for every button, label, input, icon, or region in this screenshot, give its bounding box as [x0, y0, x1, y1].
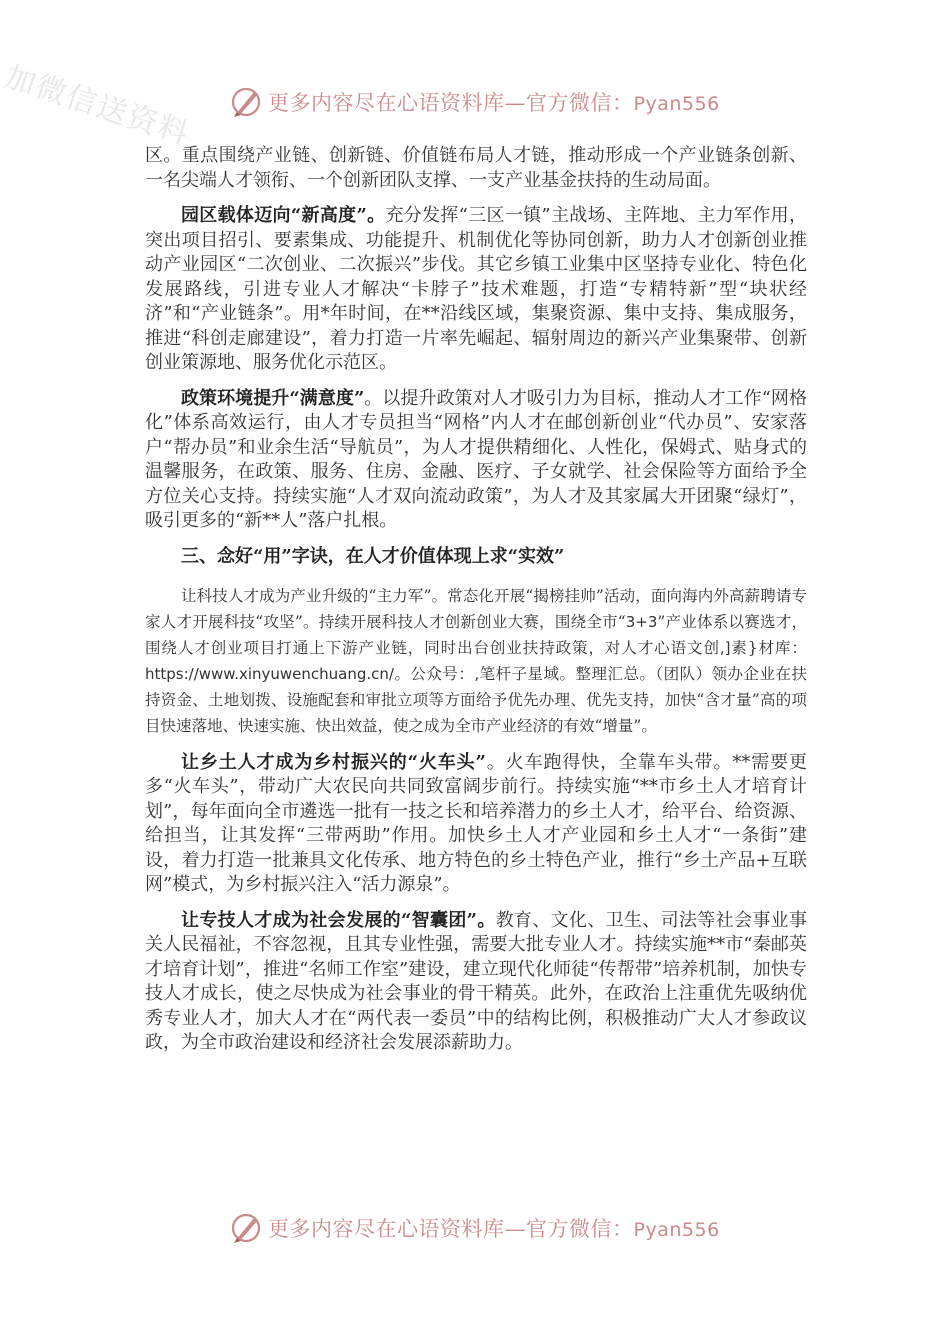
- pen-logo-icon: [228, 1210, 264, 1246]
- paragraph-rural-title: 让乡土人才成为乡村振兴的“火车头”: [181, 751, 486, 773]
- footer-banner: [228, 1210, 720, 1246]
- tech-part-d: ,]: [719, 638, 731, 657]
- paragraph-professional-talent: [145, 909, 807, 1056]
- paragraph-park-body: 充分发挥“三区一镇”主战场、主阵地、主力军作用，突出项目招引、要素集成、功能提升、机制优化等协同创新，助力人才创新创业推动产业园区“二次创业、二次振兴”步伐。其它乡镇工业集中区坚持专业化、特色化发展路线，引进专业人才解决“卡脖子”技术难题，打造“专精特新”型“块状经济”和“产业链条”。用*年时间，在**沿线区域，集聚资源、集中支持、集成服务，推进“科创走廊建设”，着力打造一片率先崛起、辐射周边的新兴产业集聚带、创新创业策源地、服务优化示范区。: [145, 205, 807, 373]
- paragraph-rural-talent: [145, 751, 807, 898]
- banner-text: [268, 1213, 720, 1243]
- watermark-text: 加微信送资料: [0, 59, 195, 153]
- banner-wechat-id: Pyan556: [633, 93, 720, 115]
- paragraph-policy-body: 。以提升政策对人才吸引力为目标，推动人才工作“网格化”体系高效运行，由人才专员担当“网格”内人才在邮创新创业“代办员”、安家落户“帮办员”和业余生活“导航员”，为人才提供精细化、人性化，保姆式、贴身式的温馨服务，在政策、服务、住房、金融、医疗、子女就学、社会保险等方面给予全方位关心支持。持续实施“人才双向流动政策”，为人才及其家属大开团聚“绿灯”，吸引更多的“新**人”落户扎根。: [145, 387, 807, 531]
- paragraph-tech-talent: [145, 583, 807, 739]
- tech-part-e: 素}材库：: [730, 638, 807, 657]
- banner-text-cn: 更多内容尽在心语资料库—官方微信：: [268, 91, 634, 115]
- tech-part-g: 。公众号：: [393, 664, 475, 683]
- paragraph-park-title: 园区载体迈向“新高度”。: [181, 205, 386, 226]
- tech-url-link: https://www.xinyuwenchuang.cn/: [145, 664, 394, 683]
- tech-part-a: 让科技人才成为产业升级的“主力军”。常态化开展“揭榜挂帅”活动，面向海内外高薪聘请专家人才开展科技“攻坚”。持续开展科技人才创新创业大赛，围绕全市“: [145, 586, 807, 631]
- paragraph-professional-title: 让专技人才成为社会发展的“智囊团”。: [181, 909, 496, 931]
- header-banner: [228, 84, 720, 120]
- paragraph-policy: [145, 387, 807, 534]
- pen-logo-icon: [228, 84, 264, 120]
- tech-part-h: ,: [474, 664, 480, 683]
- tech-part-b: 3+3: [625, 612, 658, 631]
- paragraph-professional-body: 教育、文化、卫生、司法等社会事业事关人民福祉，不容忽视，且其专业性强，需要大批专业人才。持续实施**市“秦邮英才培育计划”，推进“名师工作室”建设，建立现代化师徒“传帮带”培养机制，加快专技人才成长，使之尽快成为社会事业的骨干精英。此外，在政治上注重优先吸纳优秀专业人才，加大人才在“两代表一委员”中的结构比例，积极推动广大人才参政议政，为全市政治建设和经济社会发展添薪助力。: [145, 909, 807, 1053]
- tech-part-i: 笔杆子星域。整理汇总。（团队）领办企业在扶持资金、土地划拨、设施配套和审批立项等方面给予优先办理、优先支持，加快“含才量”高的项目快速落地、快速实施、快出效益，使之成为全市产业经济的有效“增量”。: [145, 664, 807, 735]
- paragraph-continuation: 区。重点围绕产业链、创新链、价值链布局人才链，推动形成一个产业链条创新、一名尖端人才领衔、一个创新团队支撑、一支产业基金扶持的生动局面。: [145, 145, 807, 191]
- paragraph-rural-body: 。火车跑得快，全靠车头带。**需要更多“火车头”，带动广大农民向共同致富阔步前行。持续实施“**市乡土人才培育计划”，每年面向全市遴选一批有一技之长和培养潜力的乡土人才，给平台、给资源、给担当，让其发挥“三带两助”作用。加快乡土人才产业园和乡土人才“一条街”建设，着力打造一批兼具文化传承、地方特色的乡土特色产业，推行“乡土产品+互联网”模式，为乡村振兴注入“活力源泉”。: [145, 751, 807, 895]
- banner-text-cn: 更多内容尽在心语资料库—官方微信：: [268, 1217, 634, 1241]
- paragraph-park: [145, 204, 807, 376]
- section-heading-3: 三、念好“用”字诀，在人才价值体现上求“实效”: [181, 545, 565, 567]
- paragraph-policy-title: 政策环境提升“满意度”: [181, 387, 365, 409]
- banner-text: [268, 87, 720, 117]
- banner-wechat-id: Pyan556: [633, 1219, 720, 1241]
- document-body: [145, 144, 807, 1067]
- tech-part-c: ”产业体系以赛选才，围绕人才创业项目打通上下游产业链，同时出台创业扶持政策，对人才心语文创: [145, 612, 807, 657]
